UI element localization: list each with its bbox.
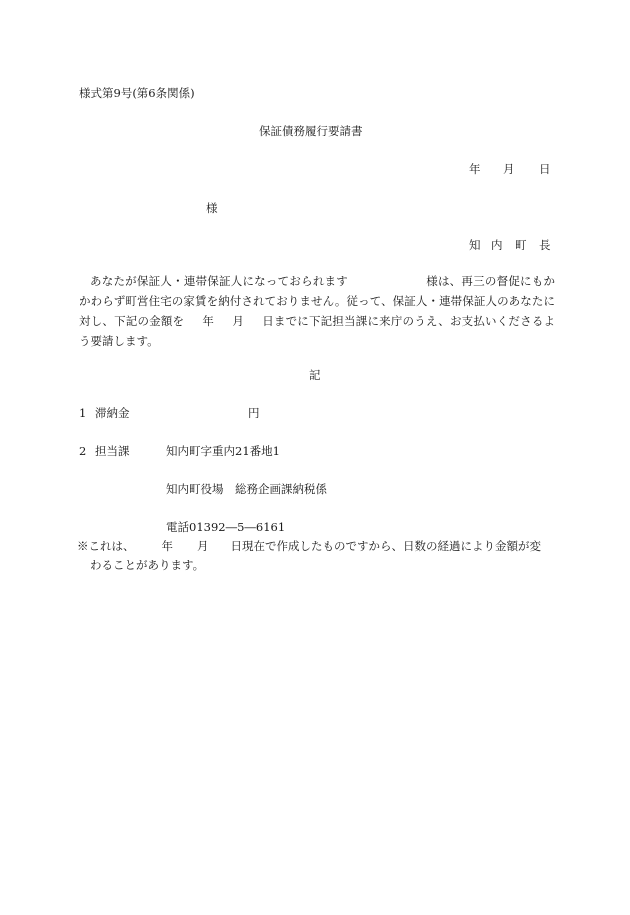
body-year-label: 年 xyxy=(202,314,215,328)
body-month-label: 月 xyxy=(232,314,245,328)
item-2-label: 担当課 xyxy=(95,444,130,458)
note-month-label: 月 xyxy=(197,539,209,553)
sender-char-3: 町 xyxy=(515,238,527,252)
date-day-label: 日 xyxy=(539,162,551,176)
item-2-address: 知内町字重内21番地1 xyxy=(166,444,280,458)
date-month-label: 月 xyxy=(503,162,515,176)
body-paragraph xyxy=(79,271,555,351)
item-1-label: 滞納金 xyxy=(95,406,130,420)
sender-char-4: 長 xyxy=(539,238,551,252)
item-1-number: 1 xyxy=(79,406,87,420)
body-part-1: あなたが保証人・連帯保証人になっておられます xyxy=(90,274,348,288)
item-2-number: 2 xyxy=(79,444,87,458)
sender-char-2: 内 xyxy=(491,238,503,252)
note-line-2: わることがあります。 xyxy=(90,558,205,572)
ki-heading: 記 xyxy=(309,368,321,382)
sender-char-1: 知 xyxy=(469,238,481,252)
note-line-1-rest: 日現在で作成したものですから、日数の経過により金額が変 xyxy=(230,539,541,553)
body-part-2: 様は、再三の督促にもかかわらず町営住宅の家賃を納付されておりません。従って、保証人・連帯保証人のあなたに対し、下記の金額を xyxy=(79,274,555,328)
note-line-1 xyxy=(77,539,541,553)
item-2-department: 知内町役場 総務企画課納税係 xyxy=(166,482,327,496)
body-part-3: 日までに下記担当課に来庁のうえ、お支払いくださるよう要請します。 xyxy=(79,314,556,348)
date-year-label: 年 xyxy=(469,162,481,176)
addressee-suffix: 様 xyxy=(206,201,218,215)
form-number: 様式第9号(第6条関係) xyxy=(79,86,195,100)
item-2-phone: 電話01392―5―6161 xyxy=(166,520,286,534)
item-1-unit: 円 xyxy=(248,406,260,420)
document-title: 保証債務履行要請書 xyxy=(259,124,363,138)
note-prefix: ※これは、 xyxy=(77,539,135,553)
note-year-label: 年 xyxy=(161,539,173,553)
